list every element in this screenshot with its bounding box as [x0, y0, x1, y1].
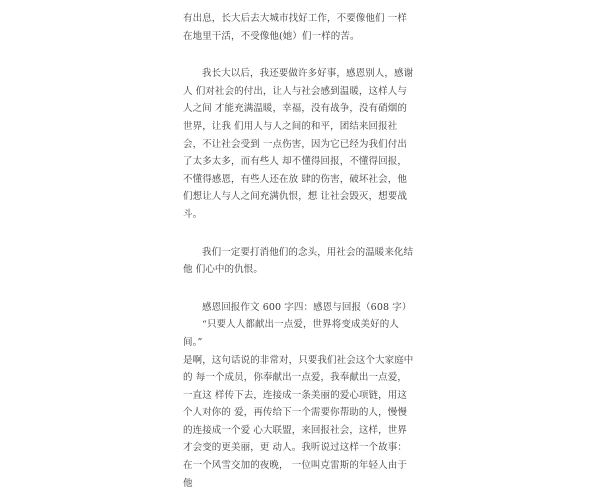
paragraph-spacer	[183, 45, 415, 65]
paragraph-gratitude: 我长大以后，我还要做许多好事，感恩别人，感谢人 们对社会的付出，让人与社会感到温暖，这样人与人之间 才能充满温暖，幸福，没有战争，没有硝烟的世界，让我 们用人与人之间的和平，团结来回报社会，不让社会受到 一点伤害，因为它已经为我们付出了太多太多，而有些人 却不懂得回报，不懂得回报，不懂得感恩，有些人还在放 肆的伤害，破坏社会，他们想让人与人之间充满仇恨，想 让社会毁灭，想要战斗。	[183, 65, 415, 223]
paragraph-resolve: 我们一定要打消他们的念头，用社会的温暖来化结他 们心中的仇恨。	[183, 244, 415, 279]
paragraph-spacer	[183, 279, 415, 299]
paragraph-story: 是啊，这句话说的非常对，只要我们社会这个大家庭中的 每一个成员，你奉献出一点爱，我奉献出一点爱，一直这 样传下去，连接成一条美丽的爱心项链，用这个人对你的 爱，再传给下一个需要你帮助的人，慢慢的连接成一个爱 心大联盟，来回报社会，这样，世界才会变的更美丽，更 动人。我听说过这样一个故事：在一个风雪交加的夜晚， 一位叫克雷斯的年轻人由于他	[183, 352, 415, 492]
paragraph-continuation: 有出息，长大后去大城市找好工作，不要像他们 一样在地里干活，不受像他(她）们一样的苦。	[183, 10, 415, 45]
essay-heading: 感恩回报作文 600 字四：感恩与回报（608 字）	[183, 299, 415, 317]
document-body	[183, 10, 415, 492]
paragraph-spacer	[183, 224, 415, 244]
essay-quote: “只要人人都献出一点爱，世界将变成美好的人间。”	[183, 316, 415, 351]
